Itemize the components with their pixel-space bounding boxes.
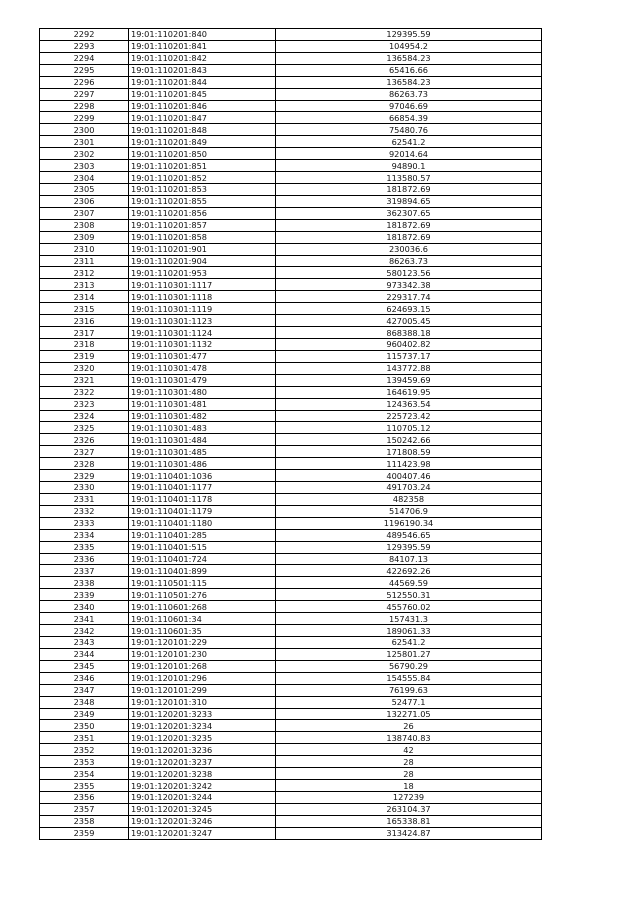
row-number-cell: 2326 — [40, 434, 129, 446]
table-row — [40, 374, 542, 386]
value-cell: 482358 — [276, 493, 542, 505]
row-number-cell: 2318 — [40, 338, 129, 350]
cadastral-number-cell: 19:01:110301:481 — [129, 398, 276, 410]
table-row — [40, 255, 542, 267]
cadastral-number-cell: 19:01:120101:296 — [129, 672, 276, 684]
table-row — [40, 124, 542, 136]
table-row — [40, 100, 542, 112]
cadastral-number-cell: 19:01:110301:1124 — [129, 327, 276, 339]
cadastral-number-cell: 19:01:110301:480 — [129, 386, 276, 398]
value-cell: 84107.13 — [276, 553, 542, 565]
cadastral-number-cell: 19:01:110401:1180 — [129, 517, 276, 529]
table-row — [40, 565, 542, 577]
value-cell: 514706.9 — [276, 505, 542, 517]
table-row — [40, 40, 542, 52]
value-cell: 319894.65 — [276, 195, 542, 207]
table-row — [40, 136, 542, 148]
cadastral-number-cell: 19:01:110201:849 — [129, 136, 276, 148]
value-cell: 313424.87 — [276, 827, 542, 839]
value-cell: 868388.18 — [276, 327, 542, 339]
table-row — [40, 386, 542, 398]
row-number-cell: 2292 — [40, 29, 129, 41]
row-number-cell: 2332 — [40, 505, 129, 517]
row-number-cell: 2355 — [40, 780, 129, 792]
value-cell: 189061.33 — [276, 625, 542, 637]
value-cell: 26 — [276, 720, 542, 732]
row-number-cell: 2347 — [40, 684, 129, 696]
value-cell: 86263.73 — [276, 88, 542, 100]
cadastral-number-cell: 19:01:110201:844 — [129, 76, 276, 88]
cadastral-number-cell: 19:01:110301:478 — [129, 362, 276, 374]
cadastral-number-cell: 19:01:110201:855 — [129, 195, 276, 207]
value-cell: 18 — [276, 780, 542, 792]
value-cell: 124363.54 — [276, 398, 542, 410]
value-cell: 28 — [276, 756, 542, 768]
cadastral-number-cell: 19:01:120101:310 — [129, 696, 276, 708]
table-row — [40, 338, 542, 350]
table-row — [40, 577, 542, 589]
row-number-cell: 2345 — [40, 660, 129, 672]
table-row — [40, 434, 542, 446]
cadastral-number-cell: 19:01:110401:1179 — [129, 505, 276, 517]
row-number-cell: 2329 — [40, 470, 129, 482]
value-cell: 263104.37 — [276, 803, 542, 815]
row-number-cell: 2336 — [40, 553, 129, 565]
cadastral-number-cell: 19:01:110301:477 — [129, 350, 276, 362]
cadastral-number-cell: 19:01:110501:276 — [129, 589, 276, 601]
cadastral-number-cell: 19:01:120201:3237 — [129, 756, 276, 768]
table-row — [40, 207, 542, 219]
value-cell: 136584.23 — [276, 76, 542, 88]
value-cell: 489546.65 — [276, 529, 542, 541]
row-number-cell: 2319 — [40, 350, 129, 362]
row-number-cell: 2309 — [40, 231, 129, 243]
row-number-cell: 2303 — [40, 160, 129, 172]
row-number-cell: 2346 — [40, 672, 129, 684]
table-row — [40, 648, 542, 660]
cadastral-number-cell: 19:01:110201:840 — [129, 29, 276, 41]
value-cell: 138740.83 — [276, 732, 542, 744]
row-number-cell: 2296 — [40, 76, 129, 88]
row-number-cell: 2321 — [40, 374, 129, 386]
table-row — [40, 815, 542, 827]
row-number-cell: 2359 — [40, 827, 129, 839]
row-number-cell: 2299 — [40, 112, 129, 124]
row-number-cell: 2313 — [40, 279, 129, 291]
row-number-cell: 2298 — [40, 100, 129, 112]
value-cell: 115737.17 — [276, 350, 542, 362]
value-cell: 400407.46 — [276, 470, 542, 482]
value-cell: 580123.56 — [276, 267, 542, 279]
row-number-cell: 2354 — [40, 768, 129, 780]
row-number-cell: 2352 — [40, 744, 129, 756]
table-row — [40, 88, 542, 100]
row-number-cell: 2328 — [40, 458, 129, 470]
table-row — [40, 720, 542, 732]
cadastral-number-cell: 19:01:120201:3242 — [129, 780, 276, 792]
table-row — [40, 362, 542, 374]
value-cell: 143772.88 — [276, 362, 542, 374]
value-cell: 110705.12 — [276, 422, 542, 434]
table-row — [40, 327, 542, 339]
value-cell: 225723.42 — [276, 410, 542, 422]
row-number-cell: 2295 — [40, 64, 129, 76]
value-cell: 229317.74 — [276, 291, 542, 303]
value-cell: 171808.59 — [276, 446, 542, 458]
table-row — [40, 696, 542, 708]
cadastral-number-cell: 19:01:120201:3246 — [129, 815, 276, 827]
value-cell: 111423.98 — [276, 458, 542, 470]
cadastral-number-cell: 19:01:110201:850 — [129, 148, 276, 160]
row-number-cell: 2350 — [40, 720, 129, 732]
cadastral-number-cell: 19:01:120201:3245 — [129, 803, 276, 815]
value-cell: 132271.05 — [276, 708, 542, 720]
cadastral-number-cell: 19:01:110601:268 — [129, 601, 276, 613]
table-row — [40, 803, 542, 815]
cadastral-number-cell: 19:01:110501:115 — [129, 577, 276, 589]
value-cell: 139459.69 — [276, 374, 542, 386]
value-cell: 1196190.34 — [276, 517, 542, 529]
value-cell: 181872.69 — [276, 231, 542, 243]
value-cell: 624693.15 — [276, 303, 542, 315]
cadastral-number-cell: 19:01:110201:904 — [129, 255, 276, 267]
table-row — [40, 148, 542, 160]
row-number-cell: 2344 — [40, 648, 129, 660]
row-number-cell: 2357 — [40, 803, 129, 815]
table-row — [40, 780, 542, 792]
table-row — [40, 458, 542, 470]
row-number-cell: 2316 — [40, 315, 129, 327]
cadastral-number-cell: 19:01:110401:1036 — [129, 470, 276, 482]
table-row — [40, 446, 542, 458]
row-number-cell: 2312 — [40, 267, 129, 279]
cadastral-number-cell: 19:01:120201:3238 — [129, 768, 276, 780]
row-number-cell: 2338 — [40, 577, 129, 589]
cadastral-number-cell: 19:01:120201:3244 — [129, 792, 276, 804]
value-cell: 181872.69 — [276, 219, 542, 231]
row-number-cell: 2343 — [40, 637, 129, 649]
row-number-cell: 2327 — [40, 446, 129, 458]
table-row — [40, 243, 542, 255]
cadastral-number-cell: 19:01:110601:35 — [129, 625, 276, 637]
row-number-cell: 2356 — [40, 792, 129, 804]
table-row — [40, 482, 542, 494]
table-row — [40, 350, 542, 362]
table-row — [40, 708, 542, 720]
row-number-cell: 2314 — [40, 291, 129, 303]
cadastral-number-cell: 19:01:110401:724 — [129, 553, 276, 565]
row-number-cell: 2351 — [40, 732, 129, 744]
row-number-cell: 2297 — [40, 88, 129, 100]
table-row — [40, 517, 542, 529]
value-cell: 65416.66 — [276, 64, 542, 76]
cadastral-number-cell: 19:01:110301:1123 — [129, 315, 276, 327]
table-body — [40, 29, 542, 840]
table-row — [40, 792, 542, 804]
row-number-cell: 2324 — [40, 410, 129, 422]
cadastral-number-cell: 19:01:110301:484 — [129, 434, 276, 446]
row-number-cell: 2348 — [40, 696, 129, 708]
row-number-cell: 2322 — [40, 386, 129, 398]
row-number-cell: 2331 — [40, 493, 129, 505]
cadastral-number-cell: 19:01:110301:1119 — [129, 303, 276, 315]
table-row — [40, 315, 542, 327]
value-cell: 973342.38 — [276, 279, 542, 291]
table-row — [40, 541, 542, 553]
value-cell: 165338.81 — [276, 815, 542, 827]
row-number-cell: 2337 — [40, 565, 129, 577]
cadastral-number-cell: 19:01:110201:852 — [129, 172, 276, 184]
table-row — [40, 660, 542, 672]
cadastral-number-cell: 19:01:110201:858 — [129, 231, 276, 243]
value-cell: 56790.29 — [276, 660, 542, 672]
cadastral-number-cell: 19:01:110301:483 — [129, 422, 276, 434]
table-row — [40, 553, 542, 565]
cadastral-number-cell: 19:01:110201:953 — [129, 267, 276, 279]
value-cell: 44569.59 — [276, 577, 542, 589]
table-row — [40, 231, 542, 243]
table-row — [40, 195, 542, 207]
cadastral-number-cell: 19:01:110301:486 — [129, 458, 276, 470]
cadastral-number-cell: 19:01:120101:230 — [129, 648, 276, 660]
cadastral-number-cell: 19:01:110201:845 — [129, 88, 276, 100]
cadastral-number-cell: 19:01:110201:857 — [129, 219, 276, 231]
cadastral-number-cell: 19:01:110201:851 — [129, 160, 276, 172]
table-row — [40, 64, 542, 76]
table-row — [40, 219, 542, 231]
cadastral-number-cell: 19:01:110201:853 — [129, 183, 276, 195]
row-number-cell: 2323 — [40, 398, 129, 410]
cadastral-number-cell: 19:01:120201:3234 — [129, 720, 276, 732]
value-cell: 52477.1 — [276, 696, 542, 708]
table-row — [40, 827, 542, 839]
table-row — [40, 172, 542, 184]
row-number-cell: 2300 — [40, 124, 129, 136]
cadastral-number-cell: 19:01:120101:299 — [129, 684, 276, 696]
table-row — [40, 529, 542, 541]
cadastral-number-cell: 19:01:120201:3235 — [129, 732, 276, 744]
row-number-cell: 2334 — [40, 529, 129, 541]
value-cell: 92014.64 — [276, 148, 542, 160]
value-cell: 136584.23 — [276, 52, 542, 64]
value-cell: 154555.84 — [276, 672, 542, 684]
row-number-cell: 2330 — [40, 482, 129, 494]
table-row — [40, 732, 542, 744]
row-number-cell: 2358 — [40, 815, 129, 827]
cadastral-number-cell: 19:01:110201:856 — [129, 207, 276, 219]
value-cell: 422692.26 — [276, 565, 542, 577]
row-number-cell: 2325 — [40, 422, 129, 434]
value-cell: 66854.39 — [276, 112, 542, 124]
cadastral-number-cell: 19:01:120201:3233 — [129, 708, 276, 720]
table-row — [40, 291, 542, 303]
table-row — [40, 672, 542, 684]
value-cell: 94890.1 — [276, 160, 542, 172]
row-number-cell: 2304 — [40, 172, 129, 184]
row-number-cell: 2340 — [40, 601, 129, 613]
row-number-cell: 2311 — [40, 255, 129, 267]
value-cell: 127239 — [276, 792, 542, 804]
table-row — [40, 613, 542, 625]
table-row — [40, 410, 542, 422]
table-row — [40, 29, 542, 41]
table-row — [40, 470, 542, 482]
value-cell: 512550.31 — [276, 589, 542, 601]
row-number-cell: 2301 — [40, 136, 129, 148]
value-cell: 75480.76 — [276, 124, 542, 136]
row-number-cell: 2342 — [40, 625, 129, 637]
table-row — [40, 589, 542, 601]
cadastral-number-cell: 19:01:110301:479 — [129, 374, 276, 386]
table-row — [40, 625, 542, 637]
value-cell: 125801.27 — [276, 648, 542, 660]
cadastral-number-cell: 19:01:110201:841 — [129, 40, 276, 52]
cadastral-number-cell: 19:01:110301:485 — [129, 446, 276, 458]
value-cell: 42 — [276, 744, 542, 756]
value-cell: 97046.69 — [276, 100, 542, 112]
row-number-cell: 2335 — [40, 541, 129, 553]
cadastral-number-cell: 19:01:110301:1132 — [129, 338, 276, 350]
value-cell: 62541.2 — [276, 637, 542, 649]
value-cell: 28 — [276, 768, 542, 780]
table-row — [40, 112, 542, 124]
row-number-cell: 2307 — [40, 207, 129, 219]
table-row — [40, 684, 542, 696]
cadastral-number-cell: 19:01:110401:1178 — [129, 493, 276, 505]
table-row — [40, 768, 542, 780]
table-row — [40, 76, 542, 88]
row-number-cell: 2310 — [40, 243, 129, 255]
value-cell: 62541.2 — [276, 136, 542, 148]
table-row — [40, 493, 542, 505]
table-row — [40, 398, 542, 410]
cadastral-number-cell: 19:01:110201:846 — [129, 100, 276, 112]
value-cell: 362307.65 — [276, 207, 542, 219]
row-number-cell: 2308 — [40, 219, 129, 231]
table-row — [40, 267, 542, 279]
cadastral-number-cell: 19:01:120101:268 — [129, 660, 276, 672]
cadastral-number-cell: 19:01:120201:3247 — [129, 827, 276, 839]
value-cell: 157431.3 — [276, 613, 542, 625]
cadastral-number-cell: 19:01:110301:482 — [129, 410, 276, 422]
cadastral-number-cell: 19:01:110401:285 — [129, 529, 276, 541]
table-row — [40, 160, 542, 172]
value-cell: 230036.6 — [276, 243, 542, 255]
value-cell: 150242.66 — [276, 434, 542, 446]
value-cell: 76199.63 — [276, 684, 542, 696]
value-cell: 164619.95 — [276, 386, 542, 398]
row-number-cell: 2293 — [40, 40, 129, 52]
value-cell: 86263.73 — [276, 255, 542, 267]
value-cell: 129395.59 — [276, 541, 542, 553]
cadastral-number-cell: 19:01:110401:1177 — [129, 482, 276, 494]
cadastral-number-cell: 19:01:120201:3236 — [129, 744, 276, 756]
table-row — [40, 756, 542, 768]
cadastral-number-cell: 19:01:110201:842 — [129, 52, 276, 64]
row-number-cell: 2315 — [40, 303, 129, 315]
row-number-cell: 2320 — [40, 362, 129, 374]
cadastral-number-cell: 19:01:110401:899 — [129, 565, 276, 577]
cadastral-number-cell: 19:01:110601:34 — [129, 613, 276, 625]
value-cell: 113580.57 — [276, 172, 542, 184]
cadastral-number-cell: 19:01:110201:901 — [129, 243, 276, 255]
table-row — [40, 279, 542, 291]
row-number-cell: 2349 — [40, 708, 129, 720]
cadastral-number-cell: 19:01:120101:229 — [129, 637, 276, 649]
table-row — [40, 601, 542, 613]
value-cell: 491703.24 — [276, 482, 542, 494]
cadastral-number-cell: 19:01:110401:515 — [129, 541, 276, 553]
row-number-cell: 2333 — [40, 517, 129, 529]
table-row — [40, 422, 542, 434]
row-number-cell: 2353 — [40, 756, 129, 768]
row-number-cell: 2306 — [40, 195, 129, 207]
table-row — [40, 505, 542, 517]
row-number-cell: 2305 — [40, 183, 129, 195]
table-row — [40, 744, 542, 756]
cadastral-number-cell: 19:01:110301:1118 — [129, 291, 276, 303]
table-row — [40, 52, 542, 64]
cadastral-number-cell: 19:01:110201:848 — [129, 124, 276, 136]
cadastral-value-table — [39, 28, 542, 840]
row-number-cell: 2341 — [40, 613, 129, 625]
value-cell: 960402.82 — [276, 338, 542, 350]
value-cell: 427005.45 — [276, 315, 542, 327]
table-row — [40, 183, 542, 195]
value-cell: 455760.02 — [276, 601, 542, 613]
value-cell: 104954.2 — [276, 40, 542, 52]
row-number-cell: 2339 — [40, 589, 129, 601]
value-cell: 129395.59 — [276, 29, 542, 41]
row-number-cell: 2294 — [40, 52, 129, 64]
value-cell: 181872.69 — [276, 183, 542, 195]
table-row — [40, 637, 542, 649]
cadastral-number-cell: 19:01:110301:1117 — [129, 279, 276, 291]
cadastral-number-cell: 19:01:110201:847 — [129, 112, 276, 124]
table-row — [40, 303, 542, 315]
cadastral-number-cell: 19:01:110201:843 — [129, 64, 276, 76]
row-number-cell: 2317 — [40, 327, 129, 339]
row-number-cell: 2302 — [40, 148, 129, 160]
